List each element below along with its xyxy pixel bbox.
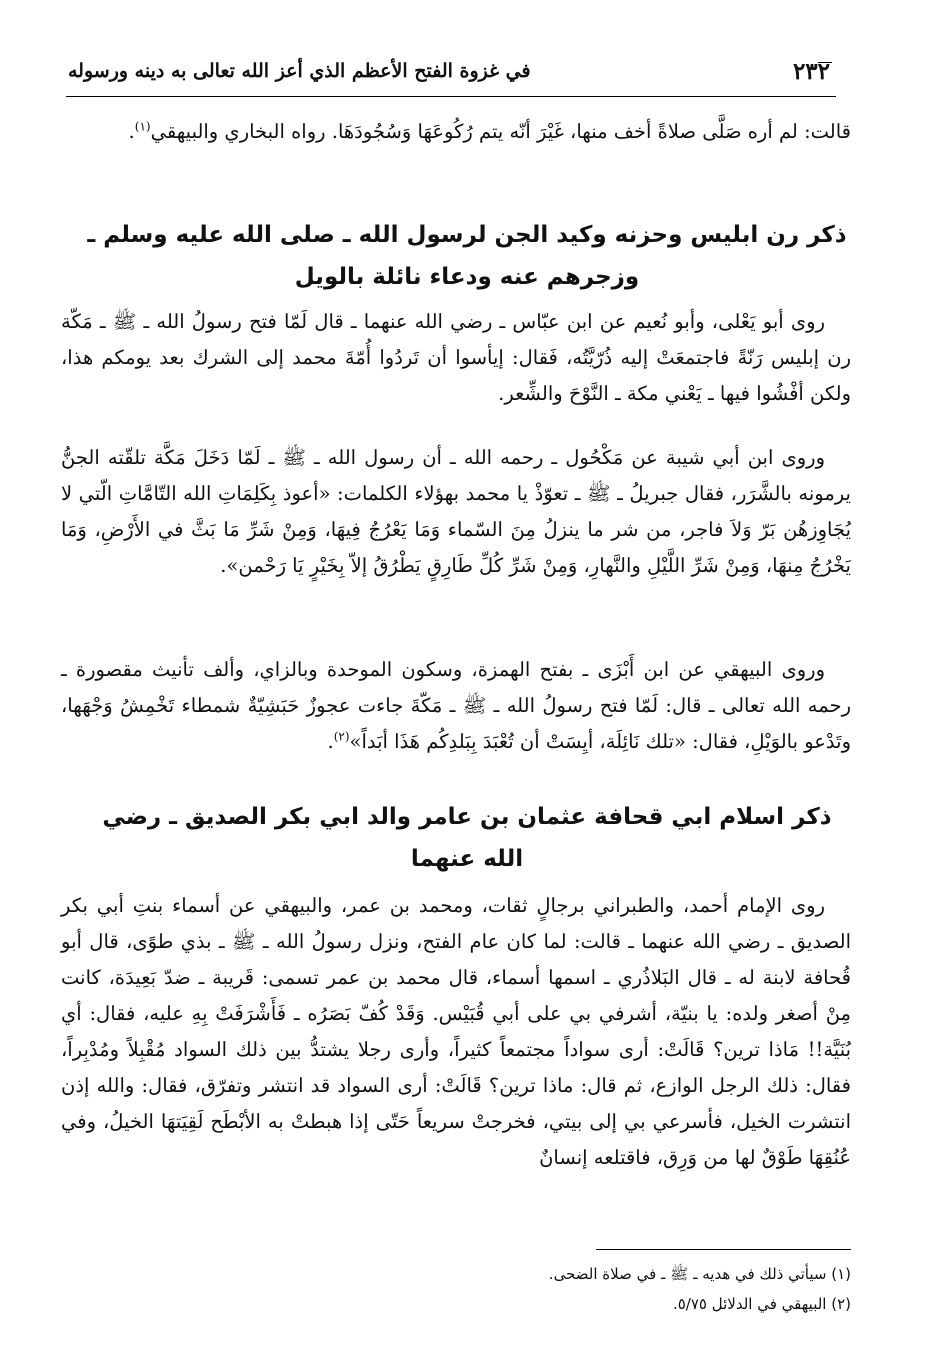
paragraph-3: وروى ابن أبي شيبة عن مَكْحُول ـ رحمه الله ـ أن رسول الله ـ ﷺ ـ لَمّا دَخَلَ مَكَّة تلقّته الجنُّ يرمونه بالشَّرَر، فقال جبريلُ ـ ﷺ ـ تعوّذْ يا محمد بهؤلاء الكلمات: «أعوذ بِكَلِمَاتِ الله التّامَّاتِ الّتي لا يُجَاوِزهُن بَرّ وَلاَ فاجر، من شر ما ينزلُ مِنَ السّماء وَمَا يَعْرُجُ فِيهَا، وَمِنْ شَرِّ مَا بَثَّ في الأَرْضِ، وَمَا يَخْرُجُ مِنهَا، وَمِنْ شَرِّ اللَّيْلِ والنَّهارِ، وَمِنْ شَرِّ كُلِّ طَارِقٍ يَطْرُقُ إلاّ بِخَيْرٍ يَا رَحْمن». [61, 446, 851, 577]
paragraph-4-end: . [327, 730, 334, 753]
paragraph-2: روى أبو يَعْلى، وأبو نُعيم عن ابن عبّاس ـ رضي الله عنهما ـ قال لَمّا فتح رسولُ الله ـ ﷺ ـ مَكّة رن إبليس رَنّةً فاجتمعَتْ إليه ذُرّيَّتُه، فَقال: إيأسوا أن تَردُوا أُمّةَ محمد إلى الشرك بعد يومكم هذا، ولكن أفْشُوا فيها ـ يَعْني مكة ـ النَّوْحَ والشِّعر. [61, 310, 851, 405]
footnote-2: (٢) البيهقي في الدلائل ٥/٧٥. [672, 1295, 851, 1313]
section-heading-1: ذكر رن ابليس وحزنه وكيد الجن لرسول الله ـ صلى الله عليه وسلم ـ وزجرهم عنه ودعاء نائلة بالويل [87, 222, 847, 290]
paragraph-1 [61, 114, 851, 150]
paragraph-4-text: وروى البيهقي عن ابن أَبْزَى ـ بفتح الهمزة، وسكون الموحدة وبالزاي، وألف تأنيث مقصورة ـ رحمه الله تعالى ـ قال: لَمّا فتح رسولُ الله ـ ﷺ ـ مَكّةَ جاءت عجوزٌ حَبَشِيّةٌ شمطاء تَخْمِشُ وَجْهَها، وتَدْعو بالوَيْلِ، فقال: «تلك نَائِلَة، أيِسَتْ أن تُعْبَدَ بِبَلدِكُم هَذَا أبَداً» [61, 658, 851, 753]
section-heading-2: ذكر اسلام ابي قحافة عثمان بن عامر والد ابي بكر الصديق ـ رضي الله عنهما [102, 804, 832, 872]
footnote-ref-1: (١) [134, 119, 151, 134]
paragraph-5: روى الإمام أحمد، والطبراني برجالٍ ثقات، ومحمد بن عمر، والبيهقي عن أسماء بنتِ أبي بكر الصديق ـ رضي الله عنهما ـ قالت: لما كان عام الفتح، ونزل رسولُ الله ـ ﷺ ـ بذي طوًى، قال أبو قُحافة لابنة له ـ قال البَلاذُري ـ اسمها أسماء، قال محمد بن عمر تسمى: قَريبة ـ ضدّ بَعِيدَة، كانت مِنْ أصغر ولده: يا بنيّة، أشرفي بي على أبي قُبَيْس. وَقَدْ كُفّ بَصَرُه ـ فَأَشْرَفَتْ بِهِ عليه، فقال: أي بُنَيَّة!! مَاذا ترين؟ قَالَتْ: أرى سواداً مجتمعاً كثيراً، وأرى رجلا يشتدُّ بين ذلك السواد مُقْبِلاً ومُدْبِراً، فقال: ذلك الرجل الوازع، ثم قال: ماذا ترين؟ قَالَتْ: أرى السواد قد انتشر وتفرّق، فقال: والله إذن انتشرت الخيل، فأسرعي بي إلى بيتي، فخرجتْ سريعاً حَتّى إذا هبطتْ به الأبْطَح لَقِيَتهَا الخيلُ، وفي عُنُقِهَا طَوْقٌ لها من وَرِق، فاقتلعه إنسانٌ [61, 894, 851, 1169]
footnote-rule [596, 1249, 851, 1250]
paragraph-1-end: . [128, 120, 135, 143]
footnote-ref-2: (٢) [333, 729, 350, 744]
header-tick [818, 62, 832, 63]
paragraph-4 [61, 652, 851, 760]
header-rule [66, 96, 836, 97]
running-header [68, 58, 830, 88]
footnote-1: (١) سيأتي ذلك في هديه ـ ﷺ ـ في صلاة الضحى. [548, 1265, 851, 1283]
page-number: ٢٣٢ [792, 58, 830, 85]
running-header-title: في غزوة الفتح الأعظم الذي أعز الله تعالى به دينه ورسوله [68, 60, 531, 82]
paragraph-1-text: قالت: لم أره صَلَّى صلاةً أخف منها، غَيْرَ أنّه يتم رُكُوعَهَا وَسُجُودَهَا. رواه البخاري والبيهقي [150, 120, 851, 143]
